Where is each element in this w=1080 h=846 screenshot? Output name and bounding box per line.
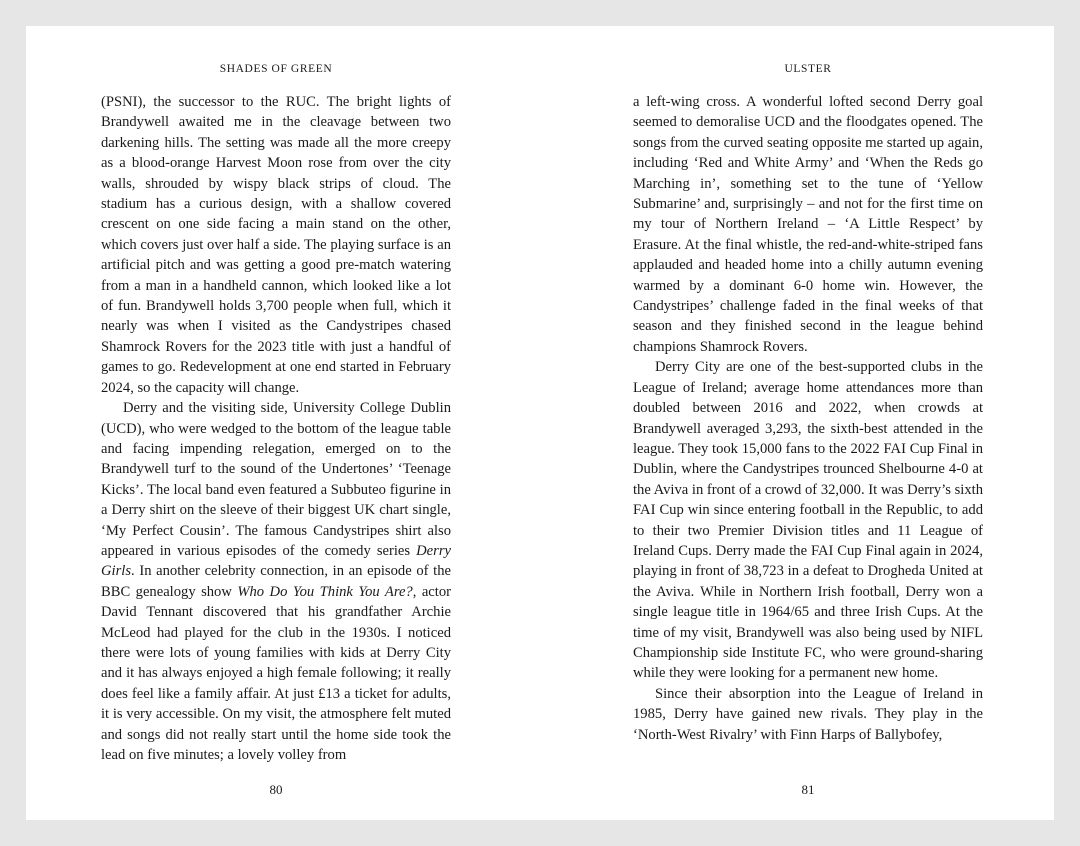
book-spread	[26, 26, 1054, 820]
paragraph	[101, 92, 451, 398]
page-number: 80	[269, 782, 283, 797]
text-run: a left-wing cross. A wonderful lofted second Derry goal seemed to demoralise UCD and the floodgates opened. The songs from the curved seating opposite me started up again, including ‘Red and White Army’ and ‘When the Reds go Marching in’, something set to the tune of ‘Yellow Submarine’ and, surprisingly – and not for the first time on my tour of Northern Ireland – ‘A Little Respect’ by Erasure. At the final whistle, the red-and-white-striped fans applauded and headed home into a chilly autumn evening warmed by a dominant 6-0 home win. However, the Candystripes’ challenge faded in the final weeks of that season and they finished second in the league behind champions Shamrock Rovers.	[633, 94, 983, 355]
running-head: SHADES OF GREEN	[219, 63, 333, 75]
text-run: . In another celebrity connection, in an episode of the BBC genealogy show	[101, 563, 451, 600]
text-run: , actor David Tennant discovered that his grandfather Archie McLeod had played for the club in the 1930s. I noticed there were lots of young families with kids at Derry City and it has always enjoyed a high female following; it really does feel like a family affair. At just £13 a ticket for adults, it is very accessible. On my visit, the atmosphere felt muted and songs did not really start until the home side took the lead on five minutes; a lovely volley from	[101, 583, 451, 763]
body-text	[101, 92, 451, 765]
paragraph	[633, 357, 983, 684]
right-page	[633, 26, 983, 820]
paragraph	[633, 684, 983, 745]
italic-title: Who Do You Think You Are?	[237, 583, 413, 600]
page-number: 81	[801, 782, 815, 797]
paragraph	[633, 92, 983, 357]
paragraph	[101, 398, 451, 765]
body-text	[633, 92, 983, 745]
italic-title: Derry Girls	[101, 542, 451, 580]
text-run: Derry and the visiting side, University College Dublin (UCD), who were wedged to the bottom of the league table and facing impending relegation, emerged on to the Brandywell turf to the sound of the Undertones’ ‘Teenage Kicks’. The local band even featured a Subbuteo figurine in a Derry shirt on the sleeve of their biggest UK chart single, ‘My Perfect Cousin’. The famous Candystripes shirt also appeared in various episodes of the comedy series	[101, 400, 451, 559]
text-run: Derry City are one of the best-supported clubs in the League of Ireland; average home attendances more than doubled between 2016 and 2022, when crowds at Brandywell averaged 3,293, the sixth-best attended in the league. They took 15,000 fans to the 2022 FAI Cup Final in Dublin, where the Candystripes trounced Shelbourne 4-0 at the Aviva in front of a crowd of 32,000. It was Derry’s sixth FAI Cup win since entering football in the Republic, to add to their two Premier Division titles and 11 League of Ireland Cups. Derry made the FAI Cup Final again in 2024, playing in front of 38,723 in a defeat to Drogheda United at the Aviva. While in Northern Irish football, Derry won a single league title in 1964/65 and three Irish Cups. At the time of my visit, Brandywell was also being used by NIFL Championship side Institute FC, who were ground-sharing while they were looking for a permanent new home.	[633, 359, 983, 682]
left-page	[101, 26, 451, 820]
text-run: (PSNI), the successor to the RUC. The bright lights of Brandywell awaited me in the cleavage between two darkening hills. The setting was made all the more creepy as a blood-orange Harvest Moon rose from over the city walls, shrouded by wispy black strips of cloud. The stadium has a curious design, with a shallow covered crescent on one side facing a main stand on the other, which covers just over half a side. The playing surface is an artificial pitch and was getting a good pre-match watering from a man in a handheld cannon, which looked like a lot of fun. Brandywell holds 3,700 people when full, which it nearly was when I visited as the Candystripes chased Shamrock Rovers for the 2023 title with just a handful of games to go. Redevelopment at one end started in February 2024, so the capacity will change.	[101, 94, 451, 396]
text-run: Since their absorption into the League of Ireland in 1985, Derry have gained new rivals. They play in the ‘North-West Rivalry’ with Finn Harps of Ballybofey,	[633, 685, 983, 743]
running-head: ULSTER	[784, 63, 832, 75]
